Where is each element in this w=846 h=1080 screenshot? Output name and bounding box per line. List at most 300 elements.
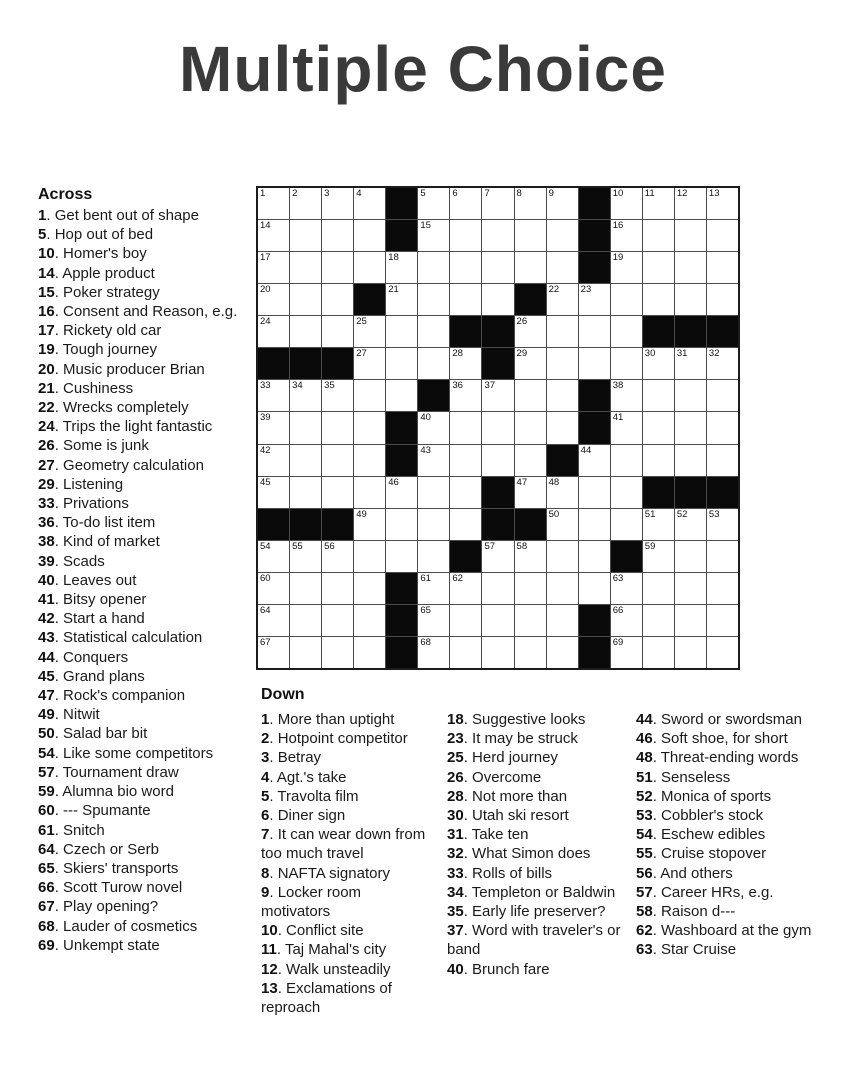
grid-cell[interactable]	[515, 477, 546, 508]
clue-separator: .	[463, 883, 472, 901]
grid-cell[interactable]	[450, 637, 481, 668]
grid-cell[interactable]	[450, 188, 481, 219]
cell-number: 62	[452, 572, 463, 584]
grid-cell[interactable]	[322, 316, 353, 347]
clue-text: Rock's companion	[63, 687, 186, 705]
clue-separator: .	[463, 768, 473, 786]
clue-text: Tournament draw	[62, 763, 179, 781]
grid-cell[interactable]	[354, 637, 385, 668]
grid-cell[interactable]	[611, 637, 642, 668]
clue-text: Homer's boy	[63, 245, 147, 263]
grid-cell[interactable]	[707, 445, 738, 476]
clue-number: 32	[447, 845, 464, 863]
clue-item	[38, 379, 252, 398]
grid-cell[interactable]	[322, 445, 353, 476]
grid-cell[interactable]	[579, 445, 610, 476]
clue-item	[447, 825, 627, 844]
grid-cell-black	[707, 477, 738, 508]
grid-cell[interactable]	[354, 412, 385, 443]
cell-number: 35	[324, 380, 335, 392]
clue-separator: .	[54, 495, 64, 513]
grid-cell[interactable]	[322, 188, 353, 219]
clue-number: 38	[38, 533, 55, 551]
grid-cell[interactable]	[643, 220, 674, 251]
grid-cell[interactable]	[290, 380, 321, 411]
grid-cell[interactable]	[418, 188, 449, 219]
grid-cell[interactable]	[515, 541, 546, 572]
cell-number: 30	[644, 348, 656, 360]
grid-cell[interactable]	[386, 380, 417, 411]
grid-cell[interactable]	[290, 573, 321, 604]
grid-cell[interactable]	[515, 316, 546, 347]
grid-cell[interactable]	[515, 220, 546, 251]
grid-cell[interactable]	[418, 348, 449, 379]
grid-cell[interactable]	[515, 380, 546, 411]
grid-cell[interactable]	[611, 188, 642, 219]
grid-cell[interactable]	[675, 284, 706, 315]
grid-cell[interactable]	[547, 380, 578, 411]
grid-cell[interactable]	[258, 188, 289, 219]
grid-cell[interactable]	[418, 284, 449, 315]
clue-text: Senseless	[661, 768, 731, 786]
clue-item	[636, 883, 814, 902]
grid-cell[interactable]	[643, 412, 674, 443]
clue-item	[38, 897, 252, 916]
grid-cell[interactable]	[482, 380, 513, 411]
grid-cell[interactable]	[579, 573, 610, 604]
grid-cell[interactable]	[643, 605, 674, 636]
clue-item	[38, 571, 252, 590]
clue-separator: .	[54, 533, 64, 551]
clue-text: Locker room motivators	[261, 883, 362, 921]
grid-cell[interactable]	[547, 188, 578, 219]
grid-cell[interactable]	[547, 284, 578, 315]
grid-cell[interactable]	[547, 412, 578, 443]
grid-cell[interactable]	[611, 252, 642, 283]
grid-cell[interactable]	[258, 477, 289, 508]
grid-cell[interactable]	[290, 605, 321, 636]
grid-cell[interactable]	[354, 252, 385, 283]
grid-cell[interactable]	[418, 412, 449, 443]
clue-text: Poker strategy	[63, 283, 160, 301]
cell-number: 29	[516, 348, 528, 360]
grid-cell[interactable]	[675, 445, 706, 476]
clue-item	[636, 787, 814, 806]
grid-cell[interactable]	[418, 637, 449, 668]
clue-item	[447, 883, 627, 902]
cell-number: 14	[260, 220, 271, 232]
grid-cell[interactable]	[386, 284, 417, 315]
down-clue-column-3	[636, 710, 814, 960]
grid-cell[interactable]	[450, 284, 481, 315]
clue-item	[447, 768, 627, 787]
grid-cell[interactable]	[515, 445, 546, 476]
grid-cell[interactable]	[611, 445, 642, 476]
clue-separator: .	[277, 979, 287, 997]
grid-cell[interactable]	[707, 605, 738, 636]
clue-text: Travolta film	[277, 787, 359, 805]
grid-cell[interactable]	[707, 637, 738, 668]
clue-item	[261, 825, 431, 863]
grid-cell[interactable]	[290, 316, 321, 347]
grid-cell[interactable]	[290, 541, 321, 572]
cell-number: 39	[260, 412, 271, 424]
grid-cell[interactable]	[643, 348, 674, 379]
grid-cell[interactable]	[354, 509, 385, 540]
grid-cell[interactable]	[675, 605, 706, 636]
grid-cell[interactable]	[450, 573, 481, 604]
clue-text: Skiers' transports	[63, 859, 179, 877]
grid-cell[interactable]	[675, 348, 706, 379]
clue-text: Eschew edibles	[661, 826, 766, 844]
grid-cell[interactable]	[418, 605, 449, 636]
grid-cell[interactable]	[707, 412, 738, 443]
clue-text: Privations	[63, 495, 129, 513]
grid-cell[interactable]	[418, 509, 449, 540]
grid-cell[interactable]	[482, 284, 513, 315]
grid-cell[interactable]	[515, 637, 546, 668]
grid-cell[interactable]	[322, 380, 353, 411]
grid-cell[interactable]	[707, 188, 738, 219]
grid-cell[interactable]	[450, 509, 481, 540]
clue-separator: .	[463, 711, 473, 728]
grid-cell-black	[579, 412, 610, 443]
grid-cell[interactable]	[547, 573, 578, 604]
clue-separator: .	[54, 725, 64, 743]
grid-cell[interactable]	[450, 348, 481, 379]
clue-separator: .	[46, 226, 55, 244]
clue-number: 1	[38, 207, 47, 224]
clue-text: Overcome	[472, 768, 542, 786]
clue-item	[38, 360, 252, 379]
grid-cell[interactable]	[322, 477, 353, 508]
grid-cell[interactable]	[354, 348, 385, 379]
grid-cell[interactable]	[258, 412, 289, 443]
clue-item	[636, 768, 814, 787]
cell-number: 56	[324, 540, 335, 552]
clue-separator: .	[54, 667, 64, 685]
clue-number: 68	[38, 917, 55, 935]
clue-number: 53	[636, 807, 653, 825]
clue-separator: .	[652, 864, 661, 882]
grid-cell[interactable]	[450, 252, 481, 283]
clue-number: 16	[38, 303, 55, 321]
clue-text: Hop out of bed	[54, 226, 154, 244]
grid-cell[interactable]	[290, 220, 321, 251]
clue-separator: .	[269, 807, 278, 825]
cell-number: 63	[612, 572, 624, 584]
grid-cell[interactable]	[322, 605, 353, 636]
grid-cell[interactable]	[643, 509, 674, 540]
grid-cell[interactable]	[322, 637, 353, 668]
grid-cell[interactable]	[515, 573, 546, 604]
grid-cell[interactable]	[322, 541, 353, 572]
grid-cell[interactable]	[482, 605, 513, 636]
grid-cell[interactable]	[386, 541, 417, 572]
grid-cell[interactable]	[354, 380, 385, 411]
grid-cell[interactable]	[450, 412, 481, 443]
clue-number: 26	[38, 437, 55, 455]
grid-cell[interactable]	[611, 220, 642, 251]
grid-cell[interactable]	[579, 348, 610, 379]
grid-cell[interactable]	[643, 252, 674, 283]
grid-cell[interactable]	[418, 541, 449, 572]
grid-cell-black	[579, 380, 610, 411]
grid-cell[interactable]	[386, 348, 417, 379]
grid-cell[interactable]	[258, 380, 289, 411]
grid-cell[interactable]	[515, 412, 546, 443]
grid-cell[interactable]	[611, 284, 642, 315]
cell-number: 54	[260, 540, 271, 552]
grid-cell-black	[386, 188, 417, 219]
grid-cell[interactable]	[354, 316, 385, 347]
grid-cell[interactable]	[611, 380, 642, 411]
grid-cell[interactable]	[258, 316, 289, 347]
clue-text: Exclamations of reproach	[261, 979, 392, 1017]
clue-separator: .	[54, 399, 64, 417]
grid-cell[interactable]	[482, 188, 513, 219]
grid-cell-black	[579, 637, 610, 668]
grid-cell[interactable]	[354, 573, 385, 604]
grid-cell[interactable]	[386, 477, 417, 508]
grid-cell[interactable]	[450, 445, 481, 476]
clue-separator: .	[54, 360, 64, 378]
grid-cell[interactable]	[675, 573, 706, 604]
grid-cell[interactable]	[450, 380, 481, 411]
grid-cell[interactable]	[258, 220, 289, 251]
clue-text: Early life preserver?	[472, 903, 606, 921]
clue-number: 7	[261, 826, 270, 844]
grid-cell[interactable]	[482, 573, 513, 604]
grid-cell[interactable]	[547, 252, 578, 283]
grid-cell[interactable]	[579, 477, 610, 508]
grid-cell[interactable]	[450, 477, 481, 508]
grid-cell[interactable]	[547, 477, 578, 508]
grid-cell[interactable]	[482, 637, 513, 668]
grid-cell[interactable]	[675, 412, 706, 443]
clue-text: Utah ski resort	[472, 807, 569, 825]
clue-item	[261, 979, 431, 1017]
grid-cell[interactable]	[643, 541, 674, 572]
clue-separator: .	[54, 591, 64, 609]
grid-cell-black	[418, 380, 449, 411]
cell-number: 25	[356, 316, 367, 328]
grid-cell[interactable]	[482, 412, 513, 443]
grid-cell[interactable]	[418, 252, 449, 283]
grid-cell[interactable]	[290, 252, 321, 283]
cell-number: 43	[420, 444, 431, 456]
grid-cell[interactable]	[354, 220, 385, 251]
grid-cell[interactable]	[547, 637, 578, 668]
clue-separator: .	[463, 807, 473, 825]
grid-cell[interactable]	[482, 445, 513, 476]
grid-cell[interactable]	[579, 509, 610, 540]
grid-cell[interactable]	[290, 412, 321, 443]
clue-number: 15	[38, 283, 55, 301]
clue-number: 57	[38, 763, 55, 781]
grid-cell[interactable]	[322, 573, 353, 604]
clue-separator: .	[54, 936, 64, 954]
grid-cell[interactable]	[675, 541, 706, 572]
grid-cell[interactable]	[290, 188, 321, 219]
cell-number: 23	[580, 284, 592, 296]
grid-cell[interactable]	[611, 605, 642, 636]
cell-number: 48	[548, 476, 560, 488]
cell-number: 50	[548, 508, 560, 520]
clue-number: 41	[38, 591, 55, 609]
grid-cell[interactable]	[547, 509, 578, 540]
grid-cell[interactable]	[707, 348, 738, 379]
grid-cell[interactable]	[515, 252, 546, 283]
grid-cell[interactable]	[707, 252, 738, 283]
grid-cell[interactable]	[258, 541, 289, 572]
grid-cell[interactable]	[482, 252, 513, 283]
grid-cell-black	[482, 348, 513, 379]
grid-cell[interactable]	[418, 220, 449, 251]
grid-cell[interactable]	[675, 252, 706, 283]
grid-cell[interactable]	[290, 284, 321, 315]
grid-cell[interactable]	[675, 637, 706, 668]
clue-item	[38, 840, 252, 859]
grid-cell[interactable]	[386, 252, 417, 283]
cell-number: 12	[676, 188, 688, 199]
grid-cell[interactable]	[547, 348, 578, 379]
grid-cell[interactable]	[418, 477, 449, 508]
grid-cell-black	[386, 445, 417, 476]
clue-separator: .	[54, 763, 63, 781]
cell-number: 57	[484, 540, 496, 552]
grid-cell[interactable]	[675, 380, 706, 411]
grid-cell[interactable]	[547, 605, 578, 636]
grid-cell[interactable]	[290, 637, 321, 668]
grid-cell[interactable]	[707, 541, 738, 572]
grid-cell[interactable]	[707, 220, 738, 251]
grid-cell[interactable]	[418, 573, 449, 604]
clue-item	[38, 936, 252, 955]
cell-number: 20	[260, 284, 271, 296]
grid-cell[interactable]	[643, 380, 674, 411]
grid-cell-black	[643, 477, 674, 508]
grid-cell[interactable]	[547, 541, 578, 572]
grid-cell[interactable]	[579, 284, 610, 315]
grid-cell[interactable]	[354, 541, 385, 572]
clue-separator: .	[54, 629, 64, 647]
grid-cell[interactable]	[258, 637, 289, 668]
grid-cell[interactable]	[258, 284, 289, 315]
clue-item	[38, 686, 252, 705]
grid-cell[interactable]	[386, 316, 417, 347]
grid-cell[interactable]	[515, 348, 546, 379]
grid-cell[interactable]	[322, 220, 353, 251]
crossword-grid[interactable]	[256, 186, 740, 670]
clue-number: 39	[38, 552, 55, 570]
grid-cell[interactable]	[258, 445, 289, 476]
grid-cell[interactable]	[579, 316, 610, 347]
clue-item	[38, 283, 252, 302]
grid-cell[interactable]	[354, 188, 385, 219]
clue-separator: .	[54, 437, 64, 455]
grid-cell[interactable]	[707, 573, 738, 604]
grid-cell[interactable]	[354, 605, 385, 636]
grid-cell[interactable]	[418, 445, 449, 476]
grid-cell[interactable]	[643, 188, 674, 219]
clue-number: 19	[38, 341, 55, 359]
grid-cell[interactable]	[675, 188, 706, 219]
grid-cell[interactable]	[450, 605, 481, 636]
grid-cell[interactable]	[707, 509, 738, 540]
clue-item	[38, 590, 252, 609]
grid-cell[interactable]	[322, 284, 353, 315]
clue-separator: .	[54, 859, 64, 877]
grid-cell[interactable]	[611, 412, 642, 443]
grid-cell[interactable]	[354, 477, 385, 508]
grid-cell[interactable]	[354, 445, 385, 476]
grid-cell[interactable]	[643, 284, 674, 315]
grid-cell[interactable]	[450, 220, 481, 251]
grid-cell[interactable]	[322, 412, 353, 443]
grid-cell[interactable]	[290, 445, 321, 476]
grid-cell[interactable]	[643, 637, 674, 668]
grid-cell[interactable]	[386, 509, 417, 540]
grid-cell[interactable]	[547, 316, 578, 347]
clue-item	[38, 456, 252, 475]
clue-text: Statistical calculation	[63, 629, 203, 647]
clue-item	[447, 864, 627, 883]
grid-cell[interactable]	[611, 316, 642, 347]
grid-cell[interactable]	[258, 573, 289, 604]
grid-cell[interactable]	[611, 509, 642, 540]
clue-item	[447, 844, 627, 863]
grid-cell[interactable]	[290, 477, 321, 508]
clue-item	[261, 710, 431, 729]
grid-cell[interactable]	[258, 252, 289, 283]
grid-cell[interactable]	[611, 477, 642, 508]
grid-cell[interactable]	[643, 445, 674, 476]
grid-cell[interactable]	[675, 509, 706, 540]
clue-text: Wrecks completely	[63, 399, 189, 417]
grid-cell[interactable]	[418, 316, 449, 347]
clue-item	[38, 552, 252, 571]
clue-item	[38, 532, 252, 551]
clue-number: 6	[261, 807, 270, 825]
grid-cell[interactable]	[322, 252, 353, 283]
grid-cell[interactable]	[515, 188, 546, 219]
grid-cell-black	[354, 284, 385, 315]
grid-cell[interactable]	[547, 220, 578, 251]
grid-cell[interactable]	[482, 541, 513, 572]
clue-item	[447, 710, 627, 729]
clue-item	[636, 806, 814, 825]
clue-number: 57	[636, 883, 653, 901]
clue-text: Sword or swordsman	[661, 711, 802, 728]
grid-cell[interactable]	[707, 380, 738, 411]
grid-cell[interactable]	[643, 573, 674, 604]
grid-cell-black	[290, 348, 321, 379]
clue-item	[38, 609, 252, 628]
clue-text: Hotpoint competitor	[277, 730, 408, 748]
clue-item	[38, 724, 252, 743]
grid-cell[interactable]	[258, 605, 289, 636]
grid-cell[interactable]	[675, 220, 706, 251]
grid-cell[interactable]	[579, 541, 610, 572]
grid-cell[interactable]	[611, 573, 642, 604]
grid-cell[interactable]	[707, 284, 738, 315]
grid-cell[interactable]	[611, 348, 642, 379]
clue-item	[261, 960, 431, 979]
grid-cell[interactable]	[515, 605, 546, 636]
grid-cell-black	[482, 477, 513, 508]
grid-cell[interactable]	[482, 220, 513, 251]
